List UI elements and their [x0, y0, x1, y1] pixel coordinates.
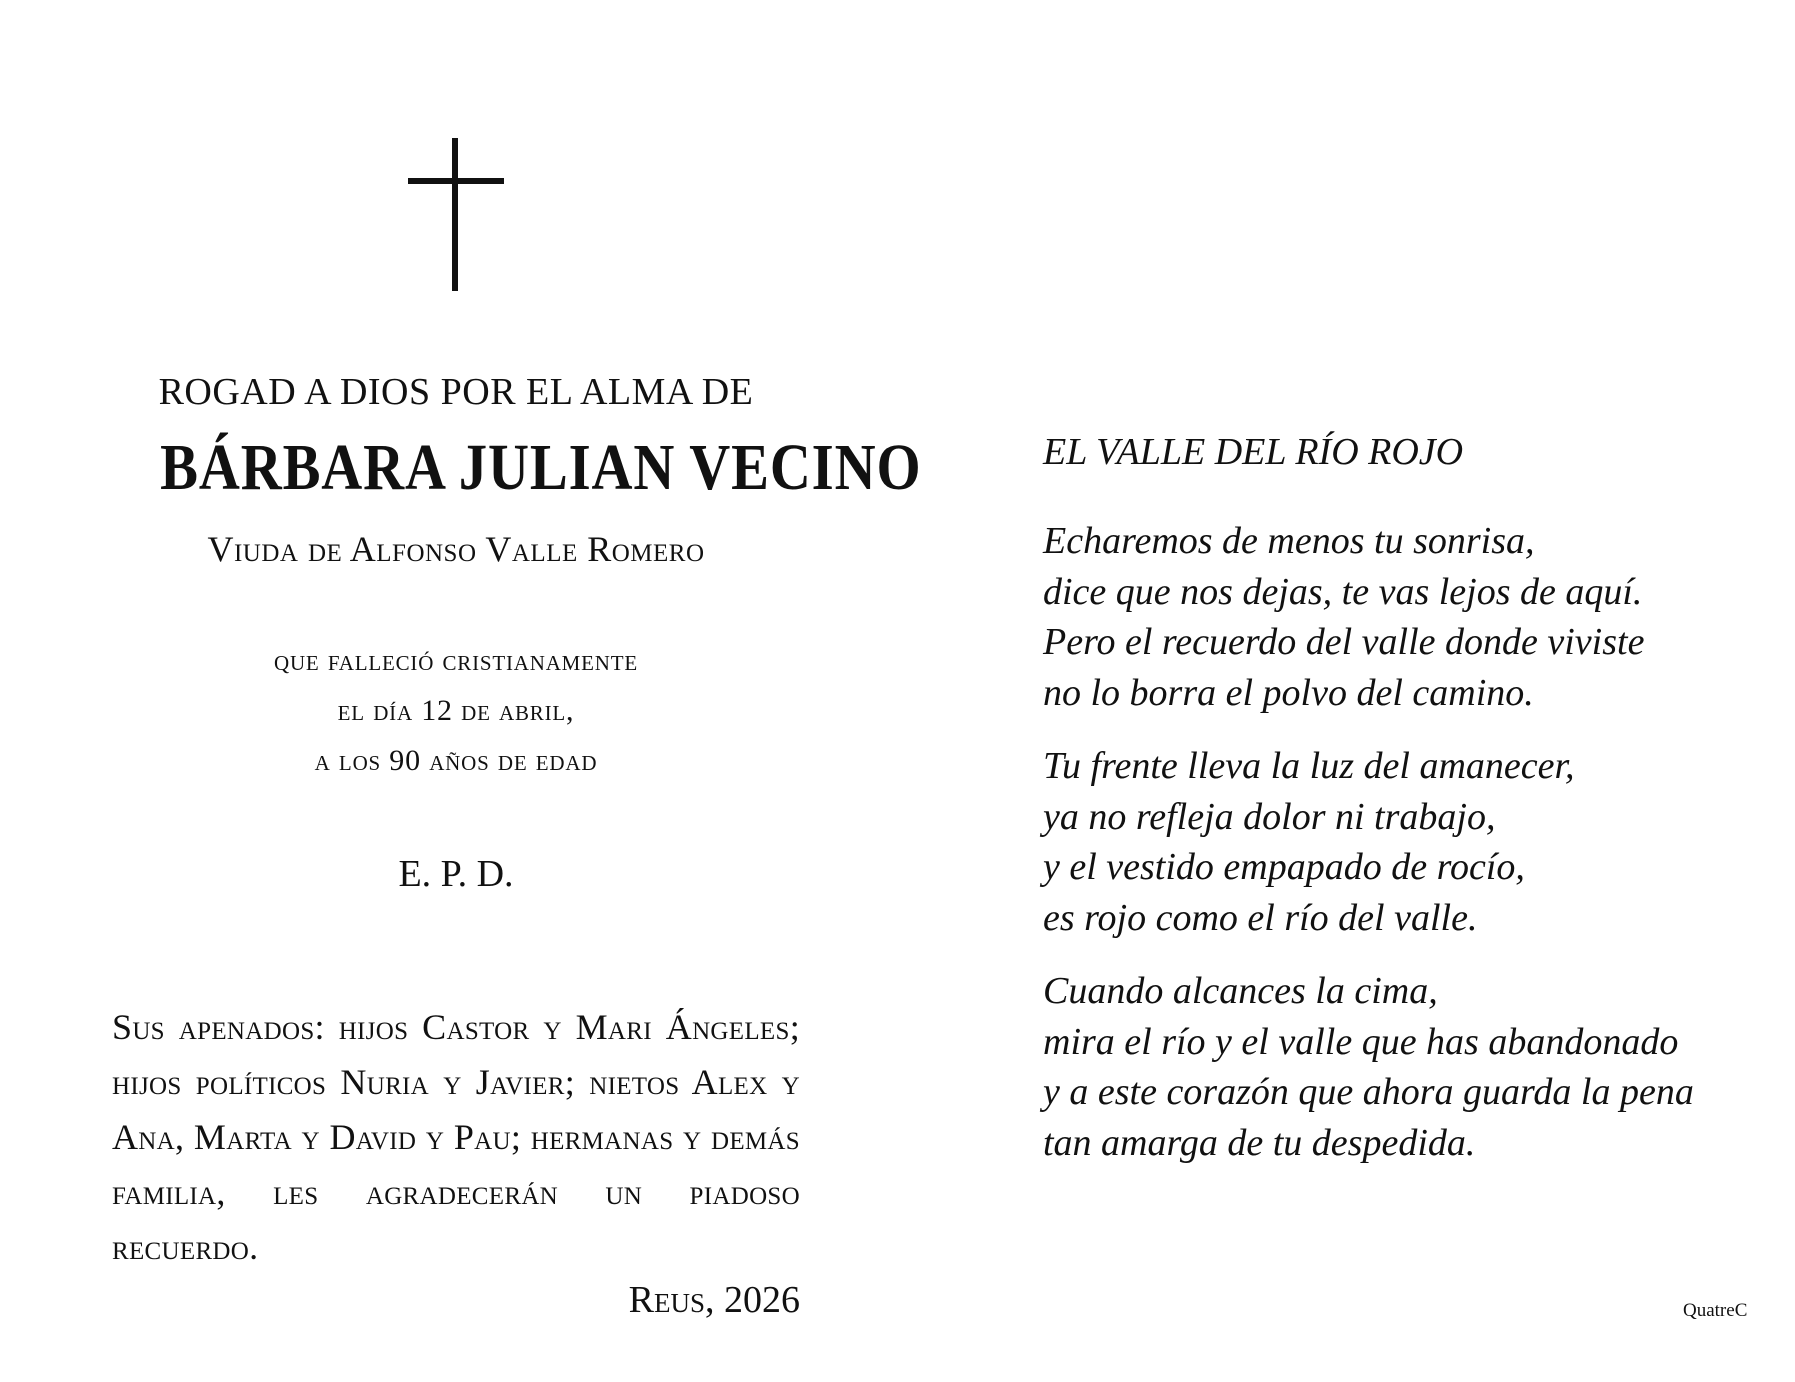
- cross-icon: [408, 138, 504, 291]
- poem-line: Echaremos de menos tu sonrisa,: [1043, 520, 1535, 562]
- poem-line: mira el río y el valle que has abandonado: [1043, 1020, 1679, 1063]
- deceased-name: BÁRBARA JULIAN VECINO: [160, 431, 922, 504]
- cross-vertical-bar: [452, 138, 458, 291]
- poem-line: Tu frente lleva la luz del amanecer,: [1043, 745, 1575, 787]
- poem-line: y el vestido empapado de rocío,: [1043, 846, 1525, 888]
- widow-of-text: Viuda de Alfonso Valle Romero: [207, 529, 705, 569]
- cross-horizontal-bar: [408, 178, 504, 184]
- intro-text: ROGAD A DIOS POR EL ALMA DE: [158, 371, 754, 413]
- poem-line: ya no refleja dolor ni trabajo,: [1043, 795, 1496, 838]
- poem-line: dice que nos dejas, te vas lejos de aquí.: [1043, 570, 1643, 613]
- printer-credit: QuatreC: [1683, 1300, 1748, 1321]
- poem-line: Cuando alcances la cima,: [1043, 970, 1438, 1012]
- poem-title: EL VALLE DEL RÍO ROJO: [1043, 431, 1464, 473]
- poem-line: y a este corazón que ahora guarda la pena: [1043, 1071, 1694, 1113]
- death-line-3: a los 90 años de edad: [314, 744, 598, 777]
- death-line-1: que falleció cristianamente: [273, 644, 639, 677]
- poem-line: es rojo como el río del valle.: [1043, 896, 1478, 939]
- poem-stanza: [1043, 741, 1743, 943]
- death-line-2: el día 12 de abril,: [337, 694, 575, 727]
- family-paragraph: Sus apenados: hijos Castor y Mari Ángeles; hijos políticos Nuria y Javier; nietos Alex y Ana, Marta y David y Pau; hermanas y demás familia, les agradecerán un piadoso recuerdo.: [112, 1007, 800, 1267]
- right-panel: [1043, 0, 1743, 1382]
- poem-stanza: [1043, 516, 1743, 718]
- poem-line: Pero el recuerdo del valle donde viviste: [1043, 621, 1645, 663]
- poem-stanza: [1043, 966, 1743, 1168]
- poem-line: tan amarga de tu despedida.: [1043, 1121, 1476, 1164]
- poem-line: no lo borra el polvo del camino.: [1043, 671, 1534, 714]
- place-date: Reus, 2026: [628, 1279, 800, 1321]
- epd-text: E. P. D.: [398, 853, 514, 895]
- left-panel: [112, 0, 922, 1382]
